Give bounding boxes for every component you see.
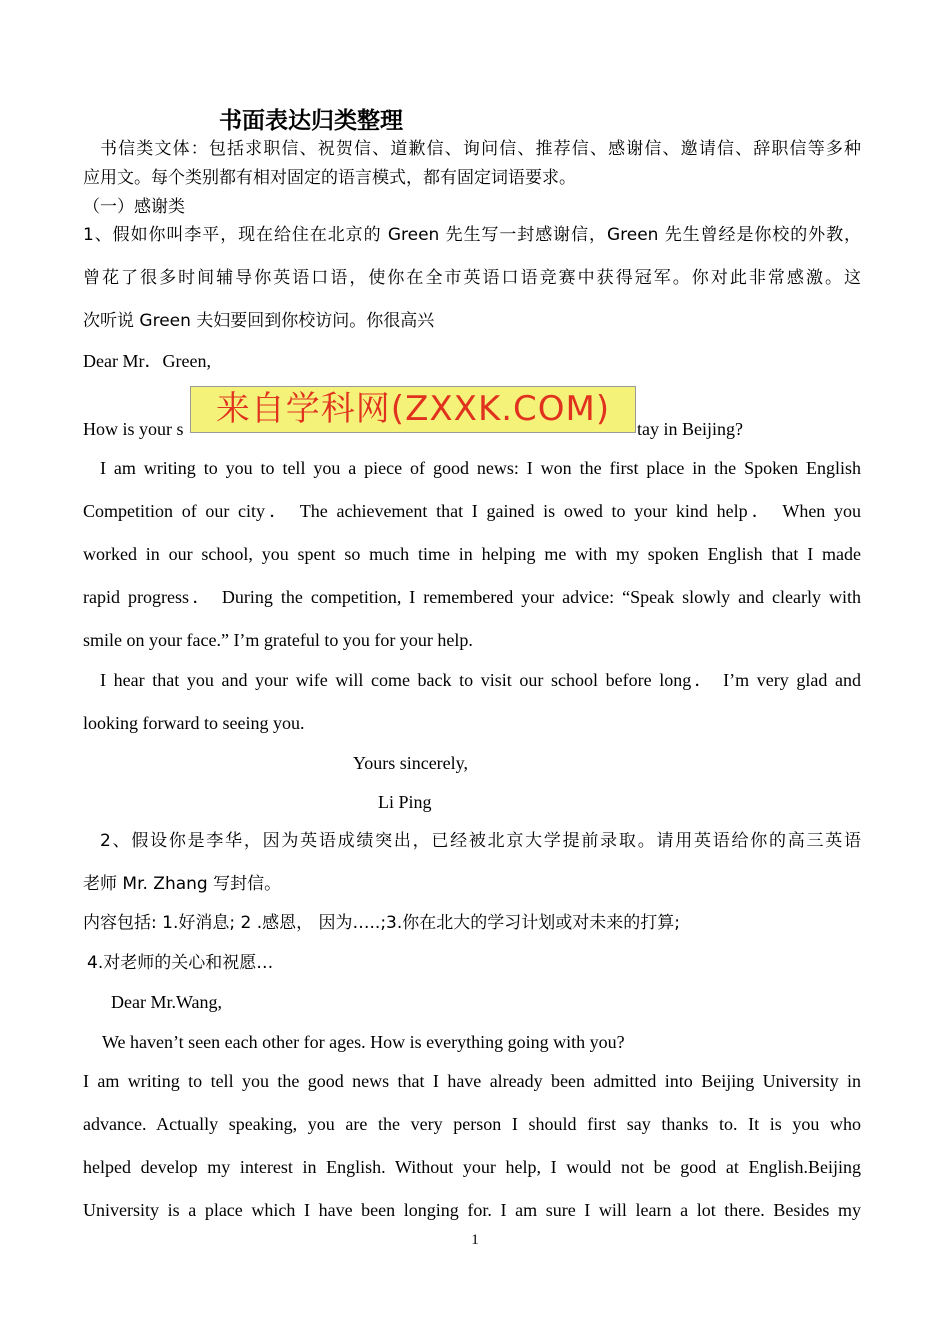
intro-line: 应用文。每个类别都有相对固定的语言模式，都有固定词语要求。: [83, 168, 576, 188]
page-number: 1: [471, 1232, 479, 1248]
letter-closing: Yours sincerely,: [353, 753, 468, 773]
letter-body-line: Competition of our city． The achievement that I gained is owed to your kind help． When you: [83, 501, 861, 521]
letter-body-line: helped develop my interest in English. Without your help, I would not be good at English.Beijing: [83, 1157, 861, 1177]
letter-opening: We haven’t seen each other for ages. How is everything going with you?: [102, 1032, 625, 1052]
letter-opening-right: tay in Beijing?: [637, 419, 743, 439]
watermark-stamp: [190, 386, 636, 433]
letter-body-line: advance. Actually speaking, you are the very person I should first say thanks to. It is you who: [83, 1114, 861, 1134]
task-line: 曾花了很多时间辅导你英语口语，使你在全市英语口语竞赛中获得冠军。你对此非常感激。这: [83, 268, 861, 288]
task-contents: 内容包括: 1.好消息; 2 .感恩， 因为…..;3.你在北大的学习计划或对未来的打算;: [83, 913, 680, 933]
task-contents: 4.对老师的关心和祝愿…: [87, 953, 274, 973]
letter-body-line: I am writing to you to tell you a piece of good news: I won the first place in the Spoken English: [100, 458, 861, 478]
section-heading: （一）感谢类: [83, 197, 185, 217]
letter-opening-left: How is your s: [83, 419, 184, 439]
watermark-text: 来自学科网(ZXXK.COM): [215, 389, 611, 429]
letter-signature: Li Ping: [378, 792, 432, 812]
page-title: 书面表达归类整理: [219, 108, 403, 134]
letter-body-line: I am writing to tell you the good news that I have already been admitted into Beijing University in: [83, 1071, 861, 1091]
task-line: 老师 Mr. Zhang 写封信。: [83, 874, 282, 894]
task-line: 2、假设你是李华，因为英语成绩突出，已经被北京大学提前录取。请用英语给你的高三英语: [100, 831, 861, 851]
task-line: 1、假如你叫李平，现在给住在北京的 Green 先生写一封感谢信，Green 先生曾经是你校的外教，: [83, 225, 861, 245]
letter-salutation: Dear Mr．Green,: [83, 351, 211, 371]
letter-body-line: I hear that you and your wife will come back to visit our school before long． I’m very glad and: [100, 670, 861, 690]
letter-body-line: smile on your face.” I’m grateful to you for your help.: [83, 630, 473, 650]
intro-line: 书信类文体：包括求职信、祝贺信、道歉信、询问信、推荐信、感谢信、邀请信、辞职信等多种: [100, 139, 861, 159]
letter-body-line: University is a place which I have been longing for. I am sure I will learn a lot there. Besides my: [83, 1200, 861, 1220]
task-line: 次听说 Green 夫妇要回到你校访问。你很高兴: [83, 311, 435, 331]
letter-body-line: worked in our school, you spent so much time in helping me with my spoken English that I made: [83, 544, 861, 564]
letter-body-line: looking forward to seeing you.: [83, 713, 305, 733]
letter-body-line: rapid progress． During the competition, I remembered your advice: “Speak slowly and clearly with: [83, 587, 861, 607]
letter-salutation: Dear Mr.Wang,: [111, 992, 223, 1012]
